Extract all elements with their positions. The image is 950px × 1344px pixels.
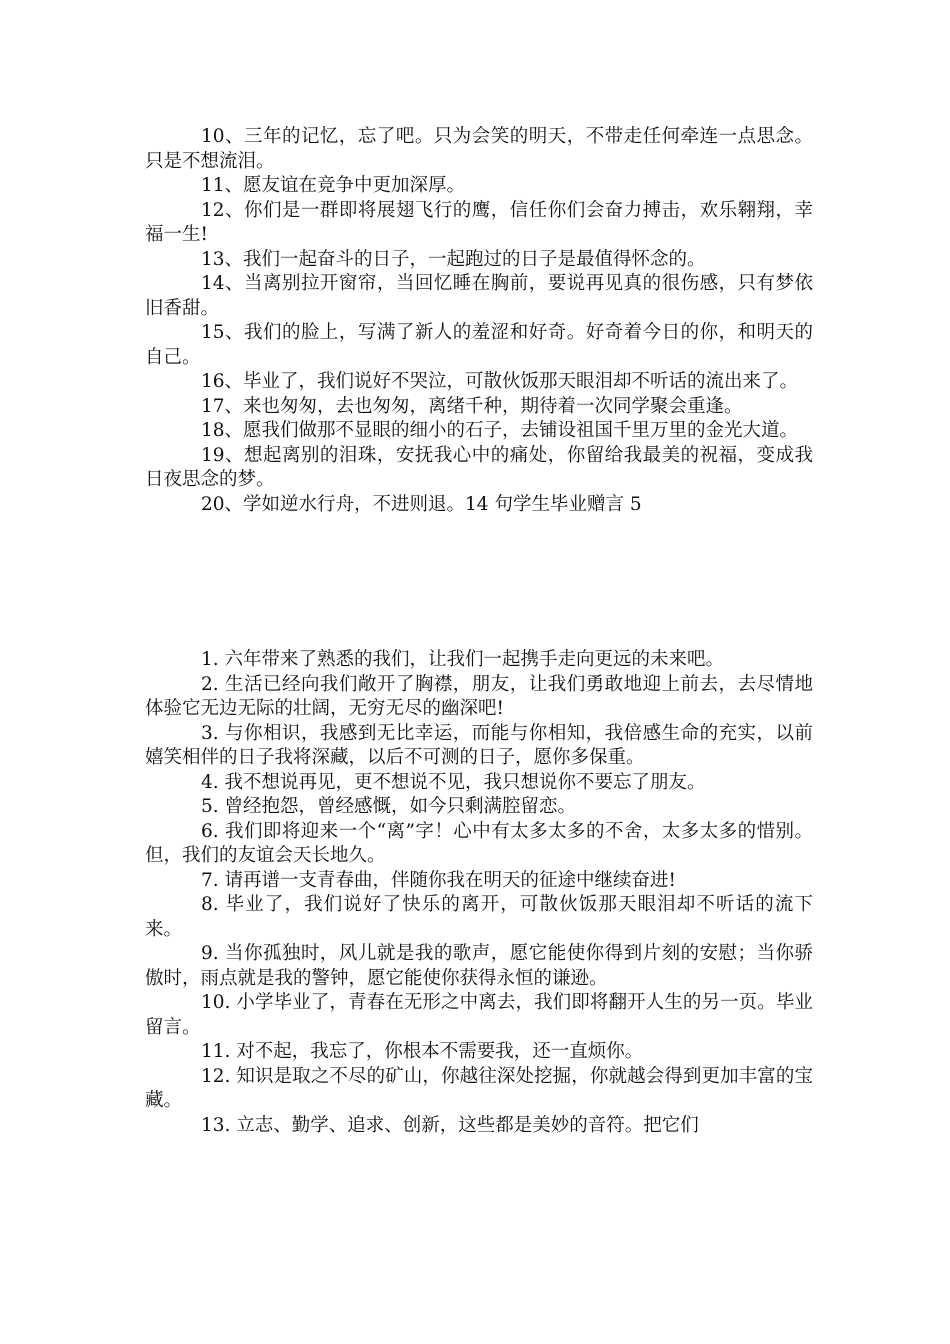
farewell-messages-section-1	[145, 125, 813, 517]
paragraph: 10. 小学毕业了，青春在无形之中离去，我们即将翻开人生的另一页。毕业留言。	[145, 992, 813, 1038]
paragraph: 20、学如逆水行舟，不进则退。14 句学生毕业赠言 5	[201, 493, 642, 515]
paragraph: 11、愿友谊在竞争中更加深厚。	[201, 175, 466, 196]
paragraph: 4. 我不想说再见，更不想说不见，我只想说你不要忘了朋友。	[201, 771, 706, 793]
paragraph: 8. 毕业了，我们说好了快乐的离开，可散伙饭那天眼泪却不听话的流下来。	[145, 894, 813, 940]
paragraph: 7. 请再谱一支青春曲，伴随你我在明天的征途中继续奋进!	[201, 869, 676, 891]
paragraph: 12. 知识是取之不尽的矿山，你越往深处挖掘，你就越会得到更加丰富的宝藏。	[145, 1065, 813, 1111]
paragraph: 17、来也匆匆，去也匆匆，离绪千种，期待着一次同学聚会重逢。	[201, 395, 743, 417]
paragraph: 19、想起离别的泪珠，安抚我心中的痛处，你留给我最美的祝福，变成我日夜思念的梦。	[145, 444, 813, 490]
paragraph: 14、当离别拉开窗帘，当回忆睡在胸前，要说再见真的很伤感，只有梦依旧香甜。	[145, 273, 813, 319]
paragraph: 18、愿我们做那不显眼的细小的石子，去铺设祖国千里万里的金光大道。	[201, 420, 799, 441]
farewell-messages-section-2	[145, 648, 813, 1138]
paragraph: 3. 与你相识，我感到无比幸运，而能与你相知，我倍感生命的充实，以前嬉笑相伴的日子我将深藏，以后不可测的日子，愿你多保重。	[145, 722, 813, 768]
paragraph: 9. 当你孤独时，风儿就是我的歌声，愿它能使你得到片刻的安慰；当你骄傲时，雨点就是我的警钟，愿它能使你获得永恒的谦逊。	[145, 943, 813, 989]
paragraph: 15、我们的脸上，写满了新人的羞涩和好奇。好奇着今日的你，和明天的自己。	[145, 322, 813, 368]
paragraph: 5. 曾经抱怨，曾经感慨，如今只剩满腔留恋。	[201, 796, 577, 817]
paragraph: 12、你们是一群即将展翅飞行的鹰，信任你们会奋力搏击，欢乐翱翔，幸福一生!	[145, 199, 813, 245]
paragraph: 13. 立志、勤学、追求、创新，这些都是美妙的音符。把它们	[201, 1114, 699, 1136]
paragraph: 10、三年的记忆，忘了吧。只为会笑的明天，不带走任何牵连一点思念。只是不想流泪。	[145, 126, 813, 172]
paragraph: 6. 我们即将迎来一个“离”字！心中有太多太多的不舍，太多太多的惜别。但，我们的友谊会天长地久。	[145, 820, 813, 866]
paragraph: 1. 六年带来了熟悉的我们，让我们一起携手走向更远的未来吧。	[201, 649, 725, 670]
paragraph: 16、毕业了，我们说好不哭泣，可散伙饭那天眼泪却不听话的流出来了。	[201, 371, 799, 392]
paragraph: 13、我们一起奋斗的日子，一起跑过的日子是最值得怀念的。	[201, 248, 706, 270]
paragraph: 11. 对不起，我忘了，你根本不需要我，还一直烦你。	[201, 1041, 644, 1062]
paragraph: 2. 生活已经向我们敞开了胸襟，朋友，让我们勇敢地迎上前去，去尽情地体验它无边无际的壮阔，无穷无尽的幽深吧!	[145, 673, 813, 719]
